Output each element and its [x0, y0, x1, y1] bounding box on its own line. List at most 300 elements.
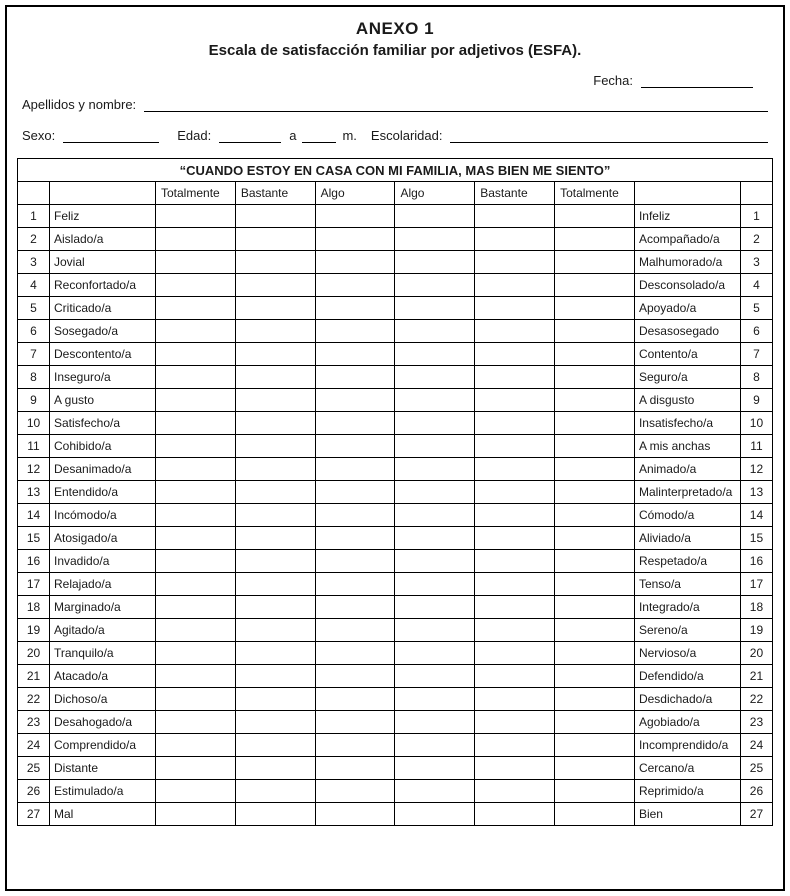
left-adjective: Invadido/a [50, 550, 156, 573]
answer-cell[interactable] [156, 734, 236, 757]
row-number-left: 1 [18, 205, 50, 228]
table-row [18, 389, 773, 412]
answer-cell[interactable] [555, 711, 635, 734]
answer-cell[interactable] [315, 780, 395, 803]
right-adjective: Defendido/a [634, 665, 740, 688]
row-number-right: 22 [740, 688, 772, 711]
answer-cell[interactable] [475, 780, 555, 803]
answer-cell[interactable] [235, 665, 315, 688]
answer-cell[interactable] [315, 297, 395, 320]
right-adjective: Aliviado/a [634, 527, 740, 550]
answer-cell[interactable] [475, 435, 555, 458]
left-adjective: Comprendido/a [50, 734, 156, 757]
answer-cell[interactable] [475, 504, 555, 527]
row-number-right: 12 [740, 458, 772, 481]
answer-cell[interactable] [156, 665, 236, 688]
left-adjective: Entendido/a [50, 481, 156, 504]
answer-cell[interactable] [555, 320, 635, 343]
answer-cell[interactable] [156, 803, 236, 826]
answer-cell[interactable] [315, 573, 395, 596]
answer-cell[interactable] [156, 596, 236, 619]
left-adjective: Satisfecho/a [50, 412, 156, 435]
answer-cell[interactable] [315, 665, 395, 688]
sexo-label: Sexo: [22, 128, 56, 143]
answer-cell[interactable] [156, 573, 236, 596]
answer-cell[interactable] [395, 642, 475, 665]
row-number-right: 20 [740, 642, 772, 665]
answer-cell[interactable] [156, 435, 236, 458]
table-row [18, 412, 773, 435]
answer-cell[interactable] [315, 527, 395, 550]
answer-cell[interactable] [315, 228, 395, 251]
answer-cell[interactable] [156, 320, 236, 343]
answer-cell[interactable] [555, 205, 635, 228]
answer-cell[interactable] [475, 251, 555, 274]
left-adjective: Agitado/a [50, 619, 156, 642]
answer-cell[interactable] [315, 481, 395, 504]
answer-cell[interactable] [315, 550, 395, 573]
answer-cell[interactable] [235, 642, 315, 665]
row-number-left: 7 [18, 343, 50, 366]
right-adjective: Acompañado/a [634, 228, 740, 251]
answer-cell[interactable] [555, 274, 635, 297]
answer-cell[interactable] [315, 366, 395, 389]
answer-cell[interactable] [475, 596, 555, 619]
row-number-left: 18 [18, 596, 50, 619]
page-title: ANEXO 1 [355, 19, 435, 38]
answer-cell[interactable] [395, 481, 475, 504]
edad-meses-input[interactable] [302, 128, 336, 143]
right-adjective: Malhumorado/a [634, 251, 740, 274]
right-adjective: Malinterpretado/a [634, 481, 740, 504]
left-adjective: Cohibido/a [50, 435, 156, 458]
answer-cell[interactable] [156, 642, 236, 665]
right-adjective: Apoyado/a [634, 297, 740, 320]
table-row [18, 734, 773, 757]
row-number-left: 2 [18, 228, 50, 251]
scale-header-bastante-left: Bastante [235, 182, 315, 205]
answer-cell[interactable] [156, 228, 236, 251]
table-row [18, 803, 773, 826]
answer-cell[interactable] [315, 251, 395, 274]
answer-cell[interactable] [555, 366, 635, 389]
answer-cell[interactable] [475, 481, 555, 504]
answer-cell[interactable] [555, 228, 635, 251]
answer-cell[interactable] [315, 619, 395, 642]
table-row [18, 297, 773, 320]
table-row [18, 205, 773, 228]
left-adjective: Criticado/a [50, 297, 156, 320]
scale-header-row [18, 182, 773, 205]
right-adjective: Desconsolado/a [634, 274, 740, 297]
answer-cell[interactable] [475, 205, 555, 228]
answer-cell[interactable] [395, 366, 475, 389]
answer-cell[interactable] [156, 343, 236, 366]
empty-header-cell [50, 182, 156, 205]
answer-cell[interactable] [315, 343, 395, 366]
answer-cell[interactable] [395, 711, 475, 734]
answer-cell[interactable] [315, 803, 395, 826]
row-number-left: 22 [18, 688, 50, 711]
answer-cell[interactable] [235, 389, 315, 412]
row-number-right: 5 [740, 297, 772, 320]
table-row [18, 780, 773, 803]
right-adjective: Bien [634, 803, 740, 826]
right-adjective: Desdichado/a [634, 688, 740, 711]
row-number-right: 10 [740, 412, 772, 435]
left-adjective: Dichoso/a [50, 688, 156, 711]
answer-cell[interactable] [315, 320, 395, 343]
answer-cell[interactable] [235, 435, 315, 458]
answer-cell[interactable] [395, 803, 475, 826]
answer-cell[interactable] [555, 481, 635, 504]
left-adjective: Atacado/a [50, 665, 156, 688]
left-adjective: Mal [50, 803, 156, 826]
answer-cell[interactable] [235, 504, 315, 527]
scale-header-algo-left: Algo [315, 182, 395, 205]
right-adjective: Desasosegado [634, 320, 740, 343]
table-row [18, 251, 773, 274]
left-adjective: Desanimado/a [50, 458, 156, 481]
right-adjective: A mis anchas [634, 435, 740, 458]
answer-cell[interactable] [475, 573, 555, 596]
answer-cell[interactable] [235, 343, 315, 366]
answer-cell[interactable] [395, 228, 475, 251]
answer-cell[interactable] [555, 412, 635, 435]
answer-cell[interactable] [156, 619, 236, 642]
row-number-left: 8 [18, 366, 50, 389]
answer-cell[interactable] [475, 803, 555, 826]
table-row [18, 274, 773, 297]
answer-cell[interactable] [555, 757, 635, 780]
answer-cell[interactable] [315, 596, 395, 619]
left-adjective: Jovial [50, 251, 156, 274]
answer-cell[interactable] [235, 711, 315, 734]
right-adjective: Cercano/a [634, 757, 740, 780]
answer-cell[interactable] [395, 780, 475, 803]
table-title-row [18, 159, 773, 182]
answer-cell[interactable] [156, 688, 236, 711]
table-row [18, 228, 773, 251]
row-number-right: 4 [740, 274, 772, 297]
answer-cell[interactable] [555, 734, 635, 757]
edad-m-label: m. [342, 128, 357, 143]
escolaridad-input[interactable] [450, 128, 768, 143]
answer-cell[interactable] [235, 205, 315, 228]
answer-cell[interactable] [475, 320, 555, 343]
row-number-left: 9 [18, 389, 50, 412]
fecha-label: Fecha: [593, 73, 633, 88]
answer-cell[interactable] [475, 412, 555, 435]
page-subtitle: Escala de satisfacción familiar por adjetivos (ESFA). [208, 42, 582, 59]
left-adjective: Desahogado/a [50, 711, 156, 734]
row-number-right: 13 [740, 481, 772, 504]
row-number-left: 21 [18, 665, 50, 688]
answer-cell[interactable] [156, 389, 236, 412]
row-number-right: 7 [740, 343, 772, 366]
answer-cell[interactable] [475, 389, 555, 412]
row-number-left: 20 [18, 642, 50, 665]
answer-cell[interactable] [315, 205, 395, 228]
left-adjective: Tranquilo/a [50, 642, 156, 665]
edad-label: Edad: [177, 128, 212, 143]
apellidos-label: Apellidos y nombre: [22, 97, 137, 112]
answer-cell[interactable] [555, 435, 635, 458]
answer-cell[interactable] [235, 228, 315, 251]
answer-cell[interactable] [235, 550, 315, 573]
answer-cell[interactable] [395, 527, 475, 550]
answer-cell[interactable] [395, 412, 475, 435]
row-number-left: 27 [18, 803, 50, 826]
answer-cell[interactable] [395, 550, 475, 573]
answer-cell[interactable] [315, 458, 395, 481]
row-number-left: 4 [18, 274, 50, 297]
table-row [18, 343, 773, 366]
answer-cell[interactable] [395, 596, 475, 619]
table-row [18, 642, 773, 665]
answer-cell[interactable] [315, 412, 395, 435]
answer-cell[interactable] [395, 458, 475, 481]
answer-cell[interactable] [315, 389, 395, 412]
answer-cell[interactable] [156, 481, 236, 504]
row-number-right: 23 [740, 711, 772, 734]
left-adjective: Distante [50, 757, 156, 780]
answer-cell[interactable] [156, 780, 236, 803]
scale-header-bastante-right: Bastante [475, 182, 555, 205]
row-number-right: 8 [740, 366, 772, 389]
answer-cell[interactable] [235, 803, 315, 826]
answer-cell[interactable] [395, 665, 475, 688]
answer-cell[interactable] [555, 458, 635, 481]
answer-cell[interactable] [475, 757, 555, 780]
answer-cell[interactable] [156, 757, 236, 780]
answer-cell[interactable] [555, 343, 635, 366]
table-row [18, 320, 773, 343]
table-row [18, 550, 773, 573]
answer-cell[interactable] [156, 251, 236, 274]
answer-cell[interactable] [315, 274, 395, 297]
left-adjective: Reconfortado/a [50, 274, 156, 297]
left-adjective: Inseguro/a [50, 366, 156, 389]
row-number-left: 25 [18, 757, 50, 780]
answer-cell[interactable] [395, 688, 475, 711]
table-row [18, 504, 773, 527]
left-adjective: Relajado/a [50, 573, 156, 596]
answer-cell[interactable] [475, 527, 555, 550]
answer-cell[interactable] [156, 205, 236, 228]
row-number-right: 6 [740, 320, 772, 343]
answer-cell[interactable] [475, 343, 555, 366]
answer-cell[interactable] [555, 665, 635, 688]
answer-cell[interactable] [395, 573, 475, 596]
answer-cell[interactable] [235, 573, 315, 596]
answer-cell[interactable] [156, 366, 236, 389]
row-number-right: 26 [740, 780, 772, 803]
answer-cell[interactable] [315, 435, 395, 458]
answer-cell[interactable] [235, 320, 315, 343]
left-adjective: Estimulado/a [50, 780, 156, 803]
answer-cell[interactable] [235, 366, 315, 389]
left-adjective: Feliz [50, 205, 156, 228]
right-adjective: Reprimido/a [634, 780, 740, 803]
answer-cell[interactable] [555, 642, 635, 665]
right-adjective: Nervioso/a [634, 642, 740, 665]
answer-cell[interactable] [156, 527, 236, 550]
answer-cell[interactable] [475, 665, 555, 688]
answer-cell[interactable] [395, 389, 475, 412]
right-adjective: Seguro/a [634, 366, 740, 389]
answer-cell[interactable] [235, 688, 315, 711]
table-row [18, 619, 773, 642]
answer-cell[interactable] [475, 642, 555, 665]
answer-cell[interactable] [475, 550, 555, 573]
answer-cell[interactable] [555, 550, 635, 573]
row-number-right: 25 [740, 757, 772, 780]
answer-cell[interactable] [475, 458, 555, 481]
answer-cell[interactable] [235, 596, 315, 619]
answer-cell[interactable] [475, 711, 555, 734]
answer-cell[interactable] [555, 780, 635, 803]
answer-cell[interactable] [315, 688, 395, 711]
left-adjective: Marginado/a [50, 596, 156, 619]
row-number-right: 16 [740, 550, 772, 573]
answer-cell[interactable] [395, 320, 475, 343]
answer-cell[interactable] [475, 619, 555, 642]
answer-cell[interactable] [555, 803, 635, 826]
left-adjective: A gusto [50, 389, 156, 412]
answer-cell[interactable] [395, 297, 475, 320]
answer-cell[interactable] [235, 274, 315, 297]
right-adjective: A disgusto [634, 389, 740, 412]
row-number-right: 27 [740, 803, 772, 826]
answer-cell[interactable] [395, 435, 475, 458]
answer-cell[interactable] [156, 412, 236, 435]
escolaridad-label: Escolaridad: [370, 128, 443, 143]
answer-cell[interactable] [475, 274, 555, 297]
edad-a-label: a [289, 128, 297, 143]
fecha-input[interactable] [641, 73, 753, 88]
answer-cell[interactable] [395, 205, 475, 228]
answer-cell[interactable] [315, 711, 395, 734]
answer-cell[interactable] [475, 688, 555, 711]
answer-cell[interactable] [315, 757, 395, 780]
table-body [18, 205, 773, 826]
answer-cell[interactable] [156, 297, 236, 320]
answer-cell[interactable] [235, 297, 315, 320]
answer-cell[interactable] [555, 389, 635, 412]
table-row [18, 458, 773, 481]
answer-cell[interactable] [475, 734, 555, 757]
answer-cell[interactable] [395, 734, 475, 757]
answer-cell[interactable] [555, 251, 635, 274]
row-number-left: 13 [18, 481, 50, 504]
table-row [18, 757, 773, 780]
answer-cell[interactable] [156, 458, 236, 481]
row-number-left: 5 [18, 297, 50, 320]
right-adjective: Infeliz [634, 205, 740, 228]
row-number-right: 21 [740, 665, 772, 688]
edad-anios-input[interactable] [219, 128, 281, 143]
row-number-right: 14 [740, 504, 772, 527]
row-number-left: 24 [18, 734, 50, 757]
row-number-right: 24 [740, 734, 772, 757]
answer-cell[interactable] [555, 573, 635, 596]
right-adjective: Contento/a [634, 343, 740, 366]
left-adjective: Incómodo/a [50, 504, 156, 527]
answer-cell[interactable] [315, 734, 395, 757]
answer-cell[interactable] [555, 688, 635, 711]
answer-cell[interactable] [235, 757, 315, 780]
answer-cell[interactable] [395, 274, 475, 297]
apellidos-input[interactable] [144, 97, 768, 112]
right-adjective: Incomprendido/a [634, 734, 740, 757]
left-adjective: Atosigado/a [50, 527, 156, 550]
answer-cell[interactable] [235, 458, 315, 481]
answer-cell[interactable] [555, 619, 635, 642]
answer-cell[interactable] [555, 297, 635, 320]
answer-cell[interactable] [315, 642, 395, 665]
table-row [18, 711, 773, 734]
row-number-left: 15 [18, 527, 50, 550]
answer-cell[interactable] [235, 412, 315, 435]
row-number-left: 23 [18, 711, 50, 734]
row-number-left: 12 [18, 458, 50, 481]
answer-cell[interactable] [475, 297, 555, 320]
answer-cell[interactable] [156, 504, 236, 527]
answer-cell[interactable] [555, 527, 635, 550]
right-adjective: Animado/a [634, 458, 740, 481]
answer-cell[interactable] [555, 596, 635, 619]
answer-cell[interactable] [555, 504, 635, 527]
row-number-left: 17 [18, 573, 50, 596]
answer-cell[interactable] [235, 619, 315, 642]
table-title: “CUANDO ESTOY EN CASA CON MI FAMILIA, MAS BIEN ME SIENTO” [18, 159, 773, 182]
answer-cell[interactable] [235, 734, 315, 757]
answer-cell[interactable] [315, 504, 395, 527]
answer-cell[interactable] [395, 619, 475, 642]
row-number-left: 16 [18, 550, 50, 573]
answer-cell[interactable] [235, 527, 315, 550]
answer-cell[interactable] [475, 228, 555, 251]
answer-cell[interactable] [395, 504, 475, 527]
answer-cell[interactable] [235, 251, 315, 274]
answer-cell[interactable] [156, 711, 236, 734]
row-number-left: 10 [18, 412, 50, 435]
row-number-right: 19 [740, 619, 772, 642]
answer-cell[interactable] [395, 757, 475, 780]
right-adjective: Agobiado/a [634, 711, 740, 734]
answer-cell[interactable] [395, 251, 475, 274]
scale-header-totalmente-right: Totalmente [555, 182, 635, 205]
answer-cell[interactable] [475, 366, 555, 389]
left-adjective: Descontento/a [50, 343, 156, 366]
answer-cell[interactable] [156, 274, 236, 297]
row-number-right: 1 [740, 205, 772, 228]
table-row [18, 665, 773, 688]
answer-cell[interactable] [235, 481, 315, 504]
sexo-input[interactable] [63, 128, 159, 143]
scale-header-totalmente-left: Totalmente [156, 182, 236, 205]
row-number-right: 17 [740, 573, 772, 596]
answer-cell[interactable] [395, 343, 475, 366]
row-number-left: 11 [18, 435, 50, 458]
row-number-right: 18 [740, 596, 772, 619]
apellidos-row [22, 97, 768, 112]
answer-cell[interactable] [235, 780, 315, 803]
empty-header-cell [634, 182, 740, 205]
answer-cell[interactable] [156, 550, 236, 573]
row-number-right: 11 [740, 435, 772, 458]
